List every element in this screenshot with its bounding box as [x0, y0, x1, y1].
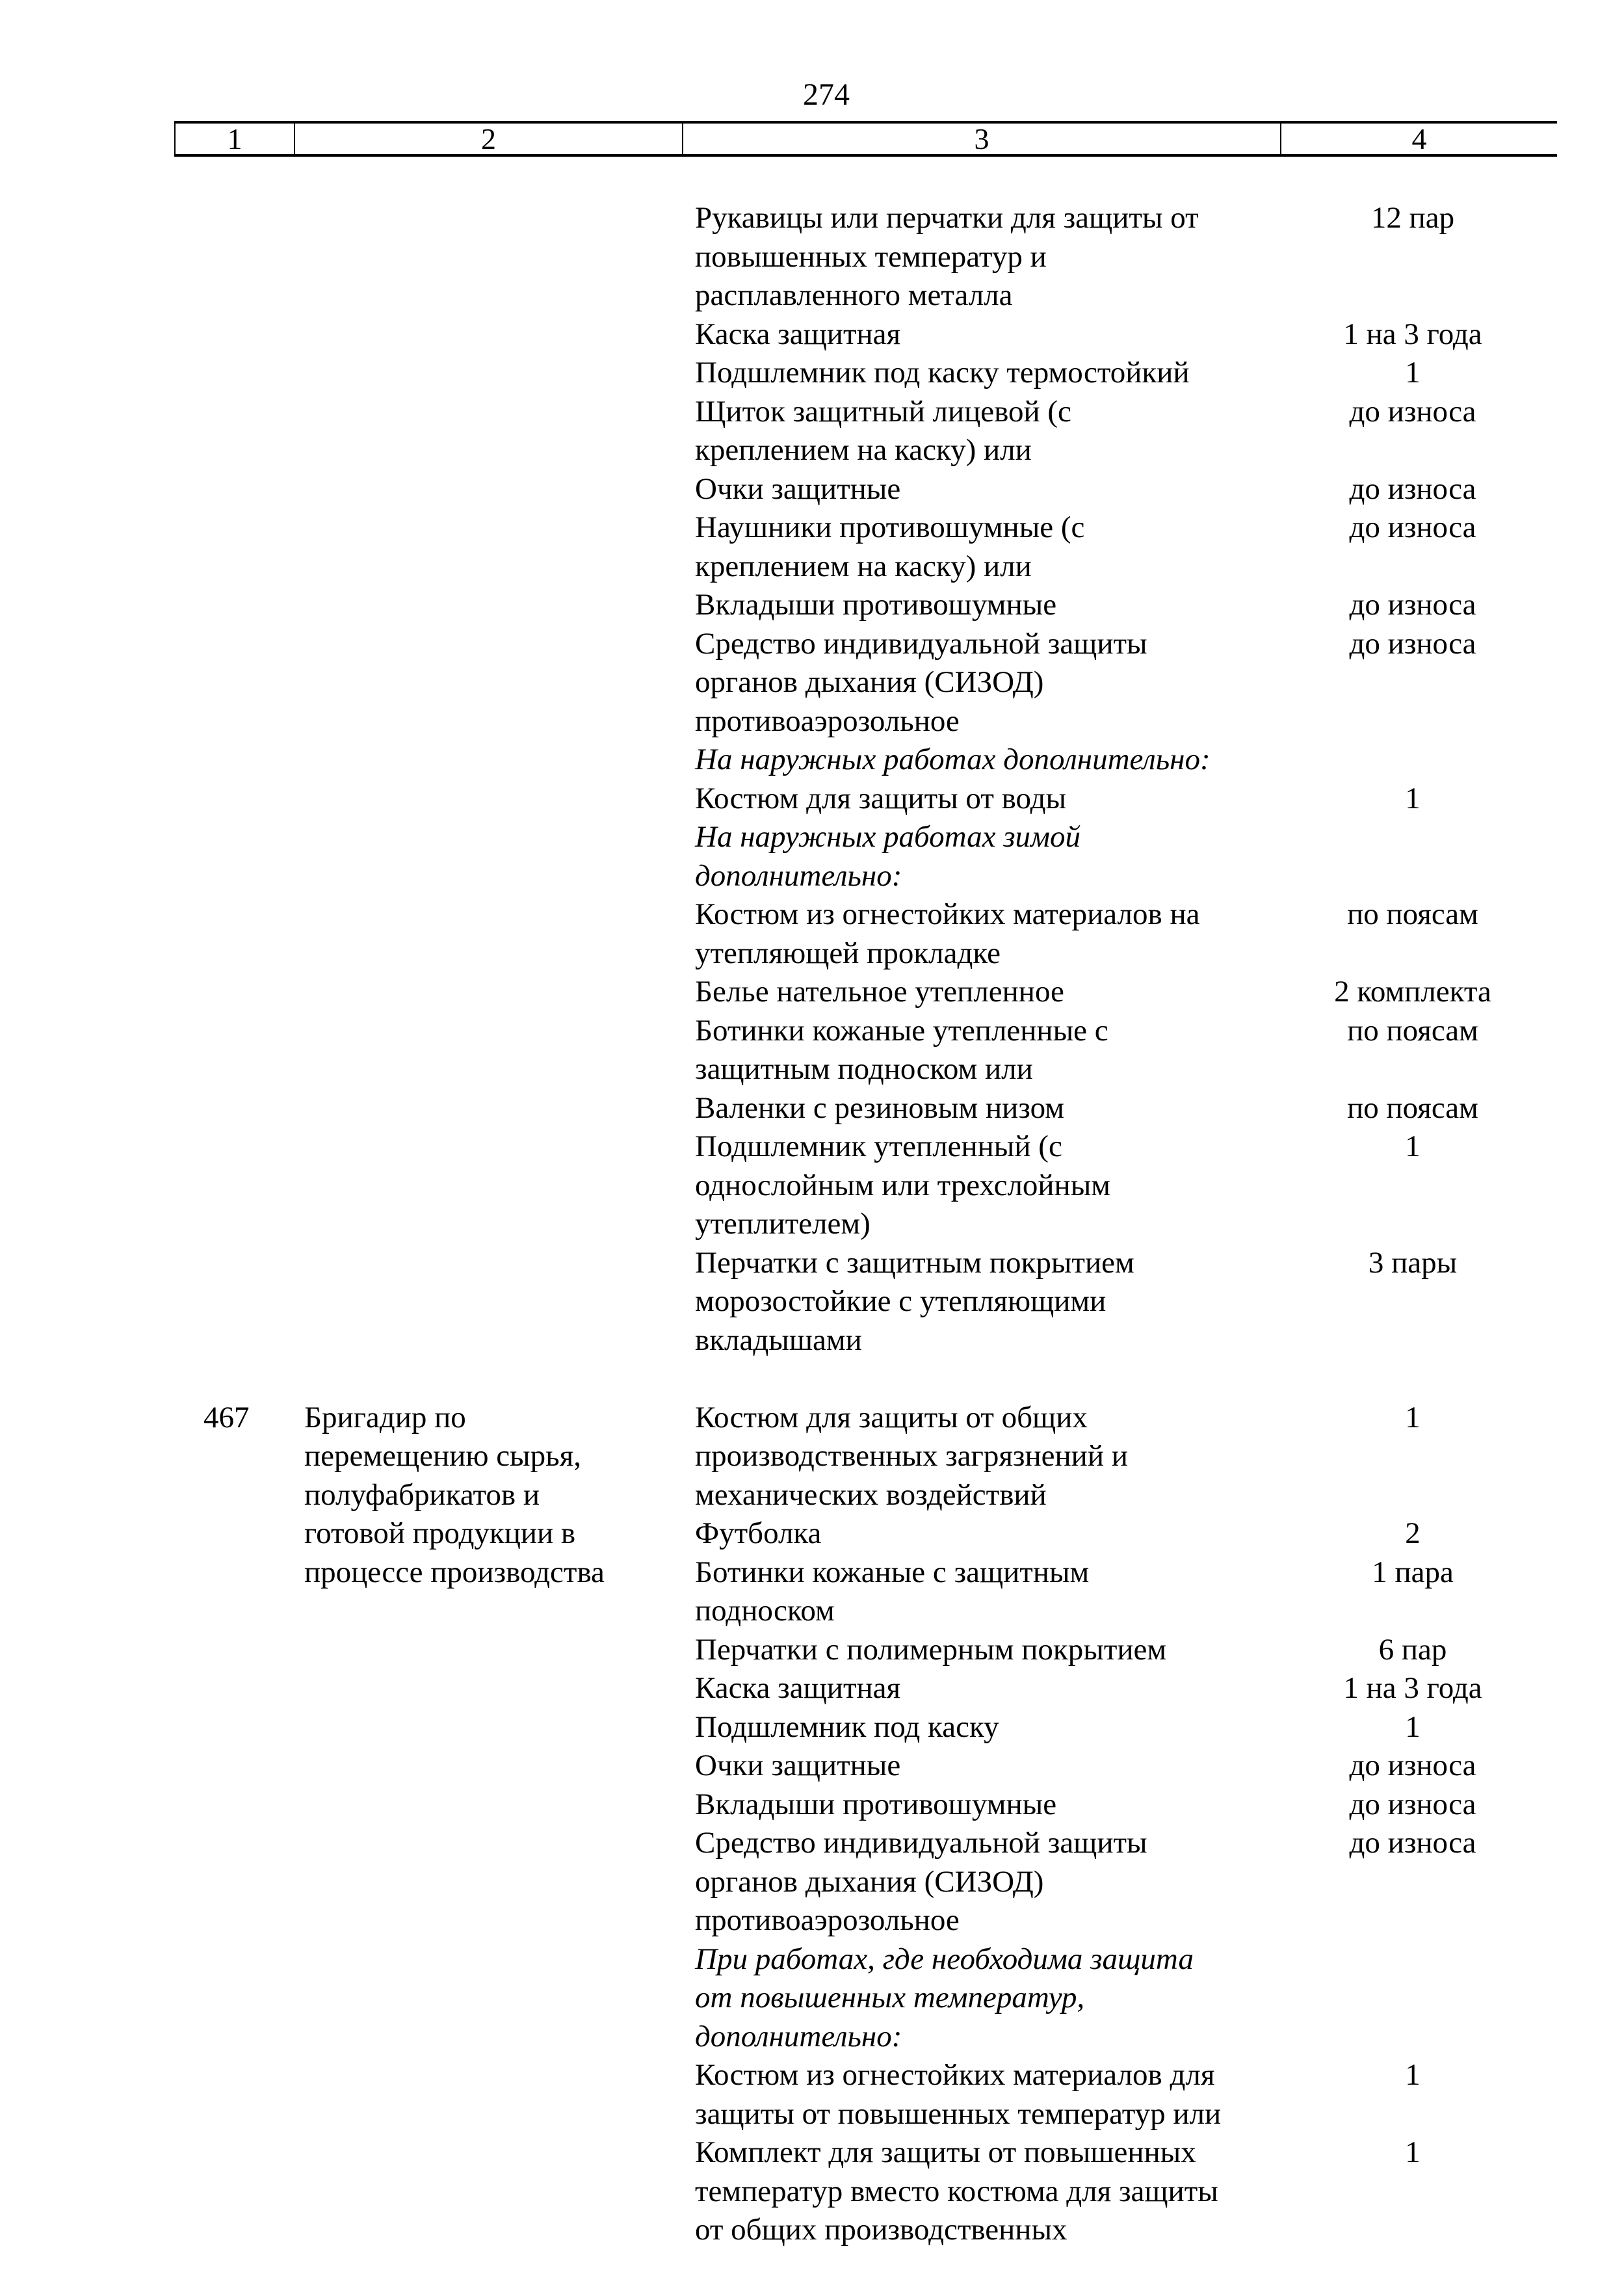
ppe-name: На наружных работах зимой дополнительно: — [695, 820, 1081, 893]
header-col-2: 2 — [295, 124, 683, 154]
ppe-name: Перчатки с защитным покрытием морозостойкие с утепляющими вкладышами — [695, 1245, 1134, 1357]
position-name — [295, 199, 683, 1360]
ppe-quantity: до износа — [1349, 394, 1476, 429]
ppe-item — [683, 508, 1557, 586]
ppe-item — [683, 1708, 1557, 1747]
ppe-quantity: 2 — [1405, 1516, 1421, 1550]
header-col-3: 3 — [683, 124, 1281, 154]
ppe-name: Ботинки кожаные утепленные с защитным подноском или — [695, 1013, 1108, 1086]
ppe-item — [683, 1553, 1557, 1631]
ppe-quantity: 1 пара — [1372, 1555, 1454, 1589]
ppe-name: Очки защитные — [695, 471, 901, 506]
ppe-item — [683, 1012, 1557, 1089]
subheading-item — [683, 741, 1557, 780]
row-number: 467 — [203, 1400, 250, 1434]
ppe-quantity: 1 на 3 года — [1343, 1671, 1482, 1705]
ppe-item — [683, 2056, 1557, 2133]
subheading-item — [683, 1940, 1557, 2057]
ppe-list — [683, 199, 1557, 1360]
table-row — [174, 199, 1557, 1360]
position-name: Бригадир по перемещению сырья, полуфабрикатов и готовой продукции в процессе производства — [304, 1400, 605, 1589]
ppe-quantity: 1 на 3 года — [1343, 317, 1482, 351]
ppe-quantity: до износа — [1349, 626, 1476, 661]
ppe-name: Перчатки с полимерным покрытием — [695, 1632, 1167, 1667]
ppe-name: Очки защитные — [695, 1748, 901, 1782]
ppe-quantity: до износа — [1349, 471, 1476, 506]
ppe-quantity: 3 пары — [1368, 1245, 1458, 1280]
ppe-quantity: 1 — [1405, 356, 1421, 389]
ppe-item — [683, 1669, 1557, 1708]
ppe-quantity: 2 комплекта — [1334, 975, 1491, 1009]
ppe-quantity: 1 — [1405, 2058, 1421, 2092]
ppe-item — [683, 625, 1557, 741]
header-col-1: 1 — [174, 124, 295, 154]
ppe-name: Рукавицы или перчатки для защиты от повышенных температур и расплавленного металла — [695, 201, 1199, 312]
table-header-row — [174, 121, 1557, 157]
ppe-quantity: по поясам — [1347, 1090, 1478, 1125]
ppe-quantity: 12 пар — [1370, 201, 1455, 235]
ppe-item — [683, 1824, 1557, 1940]
ppe-quantity: до износа — [1349, 588, 1476, 622]
table-body — [174, 199, 1557, 2288]
ppe-quantity: до износа — [1349, 1787, 1476, 1821]
ppe-name: Футболка — [695, 1516, 822, 1550]
ppe-quantity: до износа — [1349, 1748, 1476, 1782]
ppe-list — [683, 1399, 1557, 2250]
ppe-name: Белье нательное утепленное — [695, 975, 1064, 1009]
ppe-name: Каска защитная — [695, 317, 901, 351]
ppe-quantity: 1 — [1405, 1400, 1421, 1434]
ppe-item — [683, 1089, 1557, 1128]
ppe-name: Валенки с резиновым низом — [695, 1090, 1064, 1125]
ppe-quantity: до износа — [1349, 510, 1476, 544]
ppe-item — [683, 780, 1557, 819]
ppe-quantity: по поясам — [1347, 1013, 1478, 1048]
header-col-4: 4 — [1411, 122, 1427, 155]
ppe-item — [683, 354, 1557, 393]
ppe-quantity — [1281, 741, 1557, 780]
ppe-quantity: до износа — [1349, 1826, 1476, 1860]
ppe-name: Каска защитная — [695, 1671, 901, 1705]
ppe-name: Комплект для защиты от повышенных температур вместо костюма для защиты от общих производственных — [695, 2135, 1218, 2247]
ppe-name: Подшлемник под каску — [695, 1709, 999, 1744]
row-number — [174, 199, 295, 1360]
ppe-name: Наушники противошумные (с креплением на каску) или — [695, 510, 1085, 583]
ppe-item — [683, 199, 1557, 315]
ppe-quantity: 1 — [1405, 1129, 1421, 1163]
ppe-item — [683, 1514, 1557, 1553]
ppe-item — [683, 470, 1557, 509]
ppe-quantity: 1 — [1405, 1709, 1421, 1744]
ppe-name: Подшлемник утепленный (с однослойным или трехслойным утеплителем) — [695, 1129, 1111, 1241]
ppe-item — [683, 1747, 1557, 1786]
ppe-name: Вкладыши противошумные — [695, 1787, 1057, 1821]
ppe-name: На наружных работах дополнительно: — [695, 743, 1211, 776]
ppe-item — [683, 973, 1557, 1012]
ppe-quantity: 1 — [1405, 781, 1421, 815]
subheading-item — [683, 818, 1557, 895]
ppe-quantity — [1281, 818, 1557, 895]
ppe-name: Вкладыши противошумные — [695, 588, 1057, 622]
ppe-name: Ботинки кожаные с защитным подноском — [695, 1555, 1090, 1628]
ppe-item — [683, 895, 1557, 973]
ppe-item — [683, 1786, 1557, 1825]
ppe-name: Костюм из огнестойких материалов для защиты от повышенных температур или — [695, 2058, 1222, 2131]
ppe-name: Средство индивидуальной защиты органов дыхания (СИЗОД) противоаэрозольное — [695, 1826, 1147, 1937]
ppe-item — [683, 586, 1557, 625]
ppe-item — [683, 2133, 1557, 2250]
page-number: 274 — [803, 77, 850, 112]
ppe-item — [683, 1128, 1557, 1244]
ppe-name: Средство индивидуальной защиты органов дыхания (СИЗОД) противоаэрозольное — [695, 626, 1147, 738]
ppe-item — [683, 393, 1557, 470]
ppe-name: Подшлемник под каску термостойкий — [695, 356, 1190, 389]
ppe-item — [683, 1399, 1557, 1515]
ppe-name: При работах, где необходима защита от повышенных температур, дополнительно: — [695, 1942, 1194, 2053]
ppe-item — [683, 1244, 1557, 1360]
ppe-name: Костюм из огнестойких материалов на утепляющей прокладке — [695, 897, 1200, 970]
table-row — [174, 1399, 1557, 2250]
ppe-item — [683, 315, 1557, 354]
ppe-quantity: 6 пар — [1378, 1632, 1447, 1667]
ppe-name: Костюм для защиты от общих производственных загрязнений и механических воздействий — [695, 1400, 1128, 1512]
ppe-name: Костюм для защиты от воды — [695, 781, 1067, 815]
ppe-quantity — [1281, 1940, 1557, 2057]
ppe-name: Щиток защитный лицевой (с креплением на каску) или — [695, 394, 1071, 467]
ppe-quantity: по поясам — [1347, 897, 1478, 931]
ppe-item — [683, 1631, 1557, 1670]
ppe-quantity: 1 — [1405, 2135, 1421, 2169]
